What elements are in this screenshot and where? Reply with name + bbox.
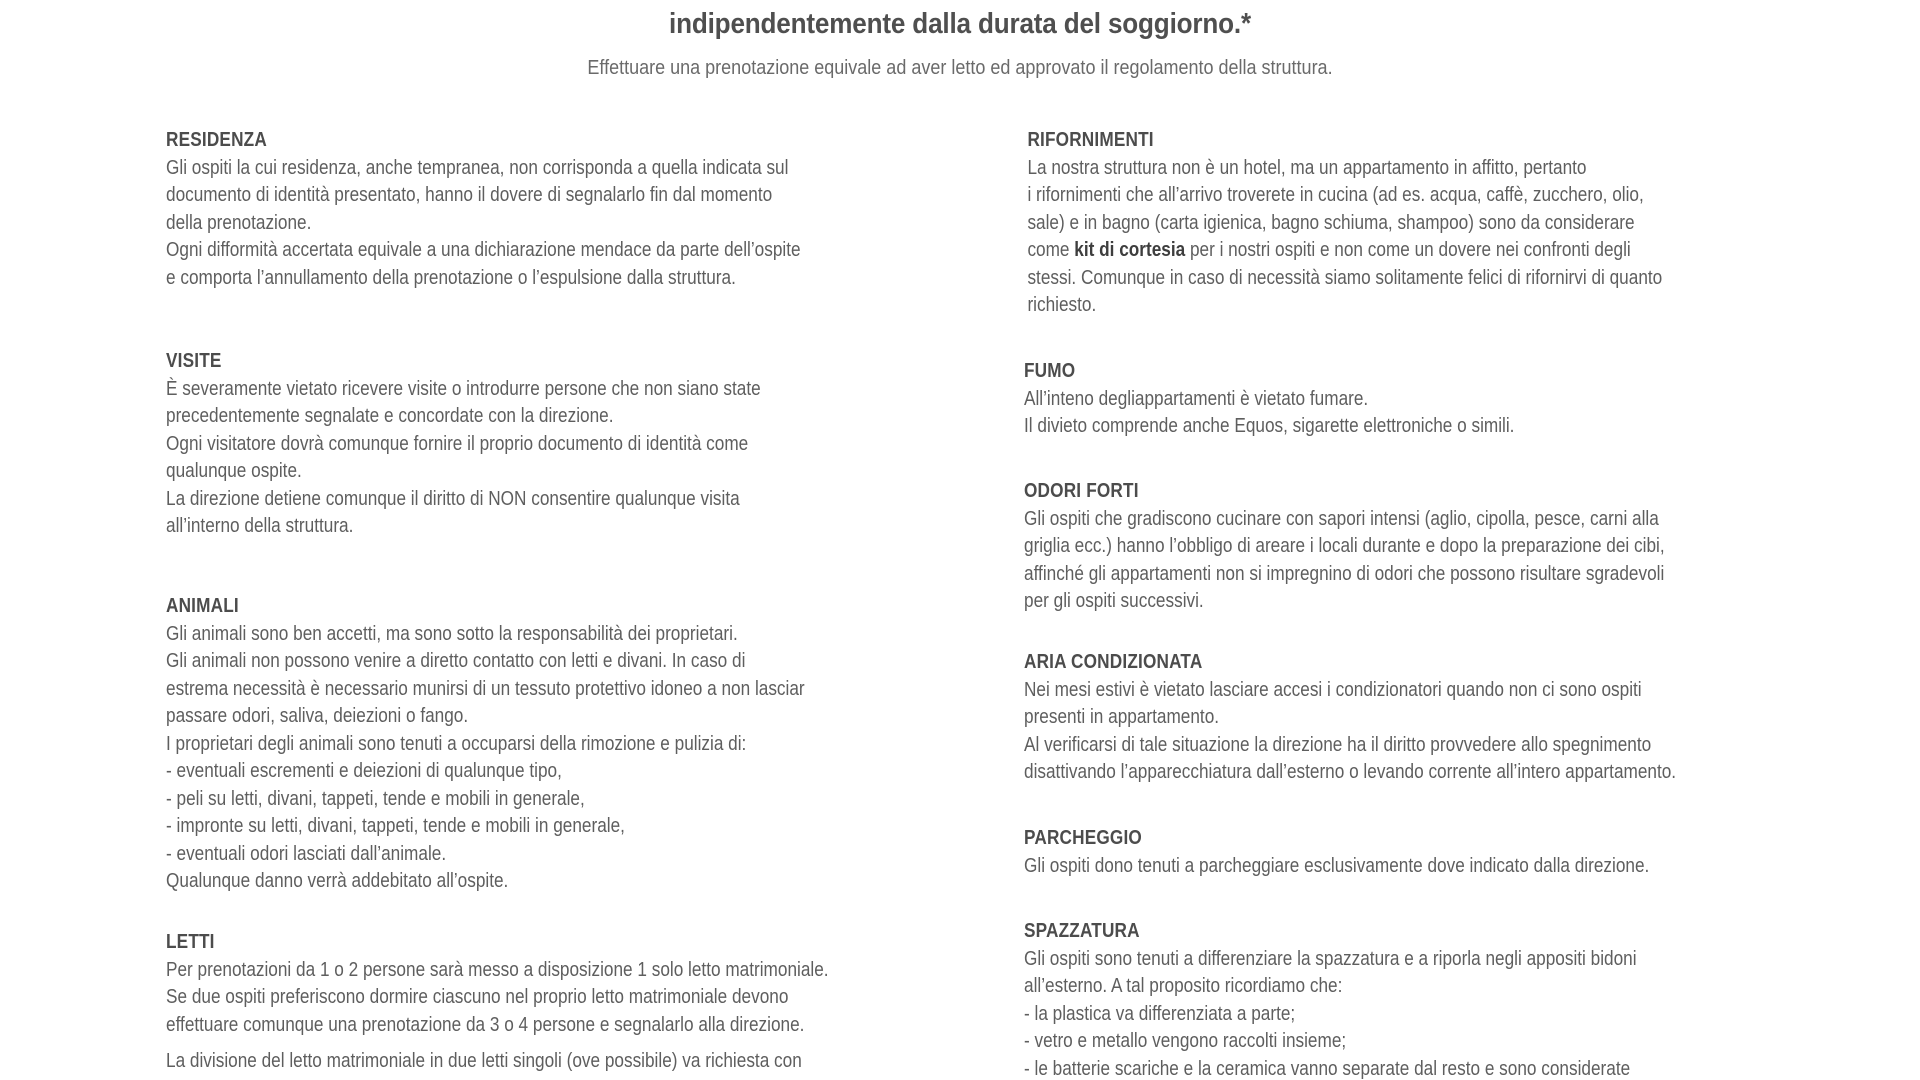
- body-text: La nostra struttura non è un hotel, ma un appartamento in affitto, pertanto i rifornimenti che all’arrivo troverete in cucina (ad es. acqua, caffè, zucchero, olio, sale) e in bagno (carta igienica, bagno schiuma, shampoo) sono da considerare come: [1027, 156, 1644, 261]
- section-body: Gli animali sono ben accetti, ma sono sotto la responsabilità dei proprietari. Gli animali non possono venire a diretto contatto con letti e divani. In caso di estrema necessità è necessario munirsi di un tessuto protettivo idoneo a non lasciar passare odori, saliva, deiezioni o fango. I proprietari degli animali sono tenuti a occuparsi della rimozione e pulizia di: - eventuali escrementi e deiezioni di qualunque tipo, - peli su letti, divani, tappeti, tende e mobili in generale, - impronte su letti, divani, tappeti, tende e mobili in generale, - eventuali odori lasciati dall’animale. Qualunque danno verrà addebitato all’ospite.: [166, 622, 805, 892]
- section-body-continued: La divisione del letto matrimoniale in due letti singoli (ove possibile) va richiesta con: [166, 1050, 802, 1072]
- document-subheading: Effettuare una prenotazione equivale ad aver letto ed approvato il regolamento della struttura.: [587, 57, 1333, 79]
- section-title: LETTI: [166, 931, 215, 953]
- section-body: All’inteno degliappartamenti è vietato fumare. Il divieto comprende anche Equos, sigarette elettroniche o simili.: [1024, 387, 1515, 437]
- section-spazzatura: [1024, 918, 1777, 1080]
- section-visite: [166, 348, 895, 541]
- section-title: RIFORNIMENTI: [1027, 129, 1154, 151]
- section-body: Gli ospiti sono tenuti a differenziare la spazzatura e a riporla negli appositi bidoni all’esterno. A tal proposito ricordiamo che: - la plastica va differenziata a parte; - vetro e metallo vengono raccolti insieme; - le batterie scariche e la ceramica vanno separate dal resto e sono considerate: [1024, 947, 1637, 1080]
- section-body: Per prenotazioni da 1 o 2 persone sarà messo a disposizione 1 solo letto matrimoniale. Se due ospiti preferiscono dormire ciascuno nel proprio letto matrimoniale devono effettuare comunque una prenotazione da 3 o 4 persone e segnalarlo alla direzione.: [166, 958, 829, 1036]
- section-title: PARCHEGGIO: [1024, 827, 1142, 849]
- section-body: Gli ospiti dono tenuti a parcheggiare esclusivamente dove indicato dalla direzione.: [1024, 854, 1650, 877]
- section-residenza: [166, 127, 895, 292]
- body-text: per i nostri ospiti e non come un dovere nei confronti degli stessi. Comunque in caso di necessità siamo solitamente felici di rifornirvi di quanto richiesto.: [1027, 239, 1663, 316]
- section-title: VISITE: [166, 350, 222, 372]
- section-rifornimenti: [1027, 127, 1780, 320]
- section-title: ODORI FORTI: [1024, 480, 1139, 502]
- section-title: ARIA CONDIZIONATA: [1024, 651, 1203, 673]
- kit-di-cortesia-emphasis: kit di cortesia: [1074, 239, 1186, 261]
- section-title: SPAZZATURA: [1024, 920, 1140, 942]
- document-heading: indipendentemente dalla durata del soggiorno.*: [669, 8, 1251, 40]
- section-letti: [166, 929, 895, 1076]
- section-body: Gli ospiti che gradiscono cucinare con sapori intensi (aglio, cipolla, pesce, carni alla griglia ecc.) hanno l’obbligo di areare i locali durante e dopo la preparazione dei cibi, affinché gli appartamenti non si impregnino di odori che possono risultare sgradevoli per gli ospiti successivi.: [1024, 507, 1665, 612]
- section-title: RESIDENZA: [166, 129, 267, 151]
- section-body: È severamente vietato ricevere visite o introdurre persone che non siano state precedentemente segnalate e concordate con la direzione. Ogni visitatore dovrà comunque fornire il proprio documento di identità come qualunque ospite. La direzione detiene comunque il diritto di NON consentire qualunque visita all’interno della struttura.: [166, 377, 761, 537]
- section-parcheggio: [1024, 825, 1777, 880]
- section-aria-condizionata: [1024, 649, 1777, 787]
- section-odori-forti: [1024, 478, 1777, 616]
- section-body: Gli ospiti la cui residenza, anche tempranea, non corrisponda a quella indicata sul documento di identità presentato, hanno il dovere di segnalarlo fin dal momento della prenotazione. Ogni difformità accertata equivale a una dichiarazione mendace da parte dell’ospite e comporta l’annullamento della prenotazione o l’espulsione dalla struttura.: [166, 156, 801, 289]
- section-title: FUMO: [1024, 360, 1076, 382]
- section-animali: [166, 593, 895, 896]
- section-fumo: [1024, 358, 1777, 441]
- section-body: [1027, 155, 1780, 320]
- section-title: ANIMALI: [166, 595, 239, 617]
- section-body: Nei mesi estivi è vietato lasciare accesi i condizionatori quando non ci sono ospiti presenti in appartamento. Al verificarsi di tale situazione la direzione ha il diritto provvedere allo spegnimento disattivando l’apparecchiatura dall’esterno o levando corrente all’intero appartamento.: [1024, 678, 1677, 783]
